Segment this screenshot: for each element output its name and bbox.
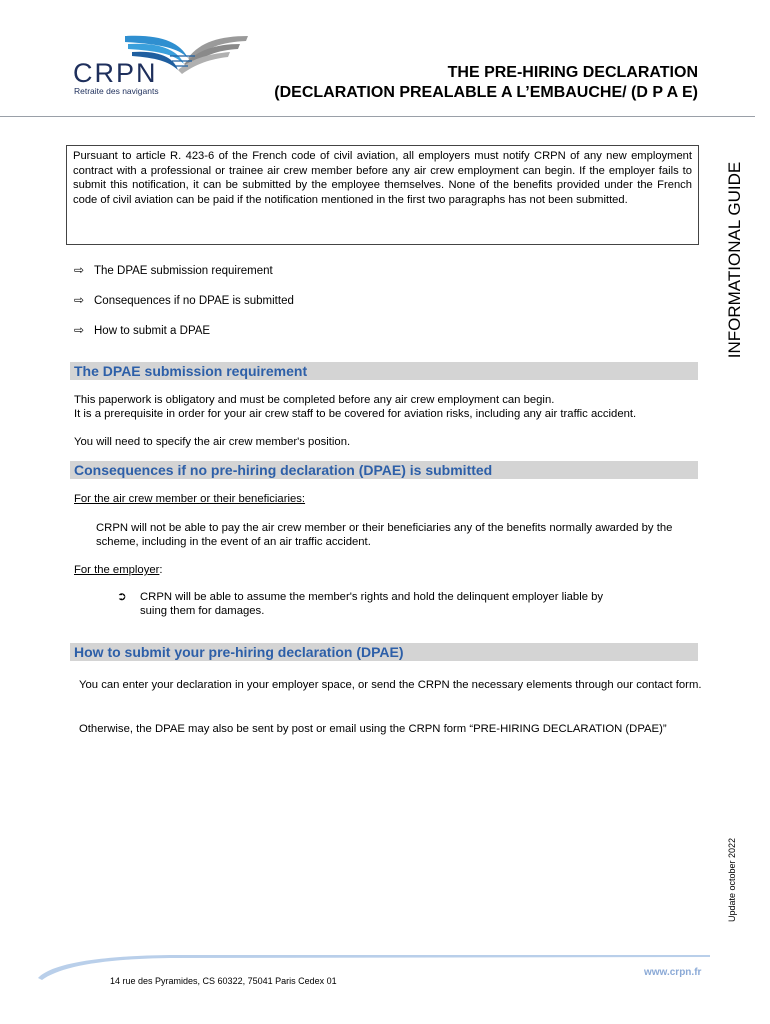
informational-guide-label: INFORMATIONAL GUIDE: [725, 161, 744, 359]
toc-item[interactable]: [74, 323, 210, 337]
logo-wordmark: CRPN: [73, 58, 158, 88]
section-title: Consequences if no pre-hiring declaration (DPAE) is submitted: [74, 462, 493, 478]
header-divider: [0, 116, 755, 117]
toc-item-label: How to submit a DPAE: [94, 325, 211, 337]
subheading-crew: For the air crew member or their beneficiaries:: [74, 493, 306, 505]
toc-item-label: Consequences if no DPAE is submitted: [94, 295, 294, 307]
footer-address: 14 rue des Pyramides, CS 60322, 75041 Paris Cedex 01: [110, 976, 337, 986]
website-link[interactable]: www.crpn.fr: [644, 967, 702, 978]
logo-tagline: Retraite des navigants: [74, 86, 159, 96]
section-heading-bar: [70, 362, 698, 380]
document-subtitle: (DECLARATION PREALABLE A L’EMBAUCHE/ (D P A E): [274, 84, 698, 101]
toc-item[interactable]: [74, 293, 294, 307]
section1-line: This paperwork is obligatory and must be completed before any air crew employment can begin.: [74, 394, 555, 406]
section-heading-bar: [70, 461, 698, 479]
bullet-arrow-icon: ➲: [117, 591, 127, 603]
submit-alt-text: Otherwise, the DPAE may also be sent by post or email using the CRPN form “PRE-HIRING DECLARATION (DPAE)”: [79, 723, 667, 735]
section-title: The DPAE submission requirement: [74, 363, 308, 379]
toc-item[interactable]: [74, 263, 273, 277]
document-title: THE PRE-HIRING DECLARATION: [447, 64, 698, 81]
submit-text: You can enter your declaration in your employer space, or send the CRPN the necessary elements through our contact form.: [79, 679, 702, 691]
section1-line: It is a prerequisite in order for your air crew staff to be covered for aviation risks, including any air traffic accident.: [74, 408, 637, 420]
intro-box: Pursuant to article R. 423-6 of the French code of civil aviation, all employers must notify CRPN of any new employment contract with a professional or trainee air crew member before any air crew employment can begin. If the employer fails to submit this notification, it can be submitted by the employee themselves. None of the benefits provided under the French code of civil aviation can be paid if the notification mentioned in the first two paragraphs has not been submitted.: [66, 145, 699, 245]
employer-consequence-text: CRPN will be able to assume the member's rights and hold the delinquent employer liable by suing them for damages.: [140, 591, 604, 618]
section1-line: You will need to specify the air crew member's position.: [74, 436, 351, 448]
arrow-right-icon: ⇨: [74, 323, 85, 337]
section-heading-bar: [70, 643, 698, 661]
crew-consequence-text: CRPN will not be able to pay the air crew member or their beneficiaries any of the benefits normally awarded by the scheme, including in the event of an air traffic accident.: [96, 522, 673, 549]
section-title: How to submit your pre-hiring declaration (DPAE): [74, 644, 404, 660]
arrow-right-icon: ⇨: [74, 263, 85, 277]
toc-item-label: The DPAE submission requirement: [94, 265, 273, 277]
update-date: Update october 2022: [727, 837, 737, 923]
subheading-employer: For the employer:: [74, 564, 163, 576]
arrow-right-icon: ⇨: [74, 293, 85, 307]
